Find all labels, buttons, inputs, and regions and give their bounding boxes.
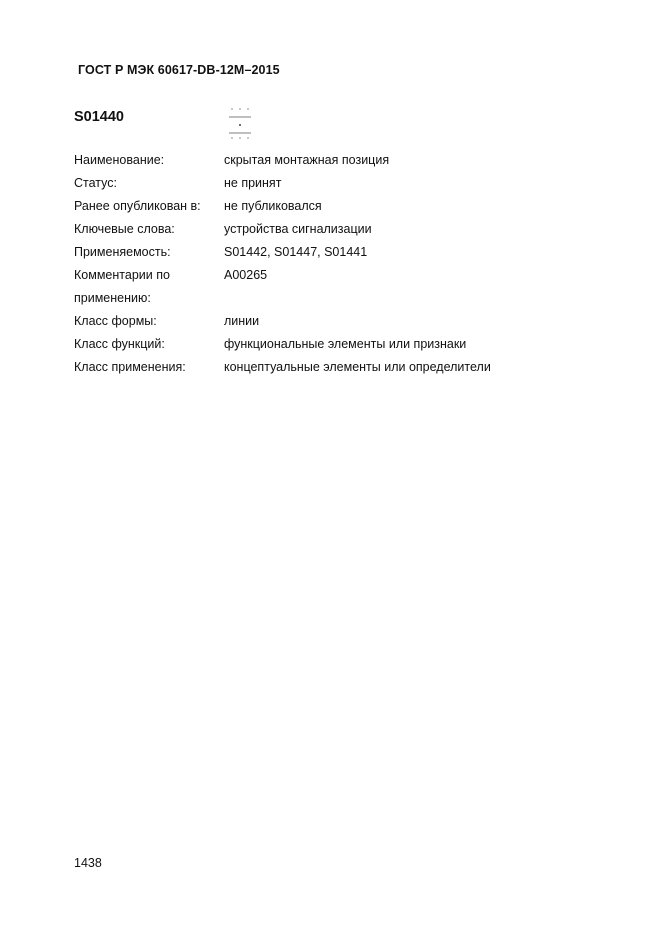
attribute-row-status bbox=[74, 172, 594, 195]
attribute-value: линии bbox=[224, 314, 260, 328]
attribute-value: функциональные элементы или признаки bbox=[224, 337, 467, 351]
attribute-row-shape-class bbox=[74, 310, 594, 333]
attribute-row-comments bbox=[74, 264, 594, 310]
attribute-label: Статус: bbox=[74, 176, 117, 190]
attribute-label: Класс функций: bbox=[74, 337, 165, 351]
attribute-row-application-class bbox=[74, 356, 594, 379]
attribute-value: устройства сигнализации bbox=[224, 222, 372, 236]
attribute-value: скрытая монтажная позиция bbox=[224, 153, 390, 167]
attribute-value: не принят bbox=[224, 176, 282, 190]
symbol-code: S01440 bbox=[74, 109, 124, 125]
attribute-label: Класс применения: bbox=[74, 360, 186, 374]
attribute-row-keywords bbox=[74, 218, 594, 241]
attribute-value: не публиковался bbox=[224, 199, 322, 213]
attribute-label: Наименование: bbox=[74, 153, 165, 167]
attribute-value: S01442, S01447, S01441 bbox=[224, 245, 368, 259]
attribute-label: Класс формы: bbox=[74, 314, 157, 328]
attribute-value: A00265 bbox=[224, 268, 268, 282]
attribute-row-published bbox=[74, 195, 594, 218]
attribute-row-applicability bbox=[74, 241, 594, 264]
attribute-row-function-class bbox=[74, 333, 594, 356]
attribute-row-name bbox=[74, 149, 594, 172]
attribute-label: Ключевые слова: bbox=[74, 222, 175, 236]
page-number: 1438 bbox=[74, 856, 102, 870]
attribute-label: Комментарии по применению: bbox=[74, 268, 170, 305]
document-header: ГОСТ Р МЭК 60617-DB-12M–2015 bbox=[78, 63, 280, 77]
attribute-label: Ранее опубликован в: bbox=[74, 199, 201, 213]
attribute-table bbox=[74, 149, 594, 379]
dotted-line-symbol-icon bbox=[228, 106, 252, 140]
attribute-value: концептуальные элементы или определители bbox=[224, 360, 491, 374]
attribute-label: Применяемость: bbox=[74, 245, 171, 259]
